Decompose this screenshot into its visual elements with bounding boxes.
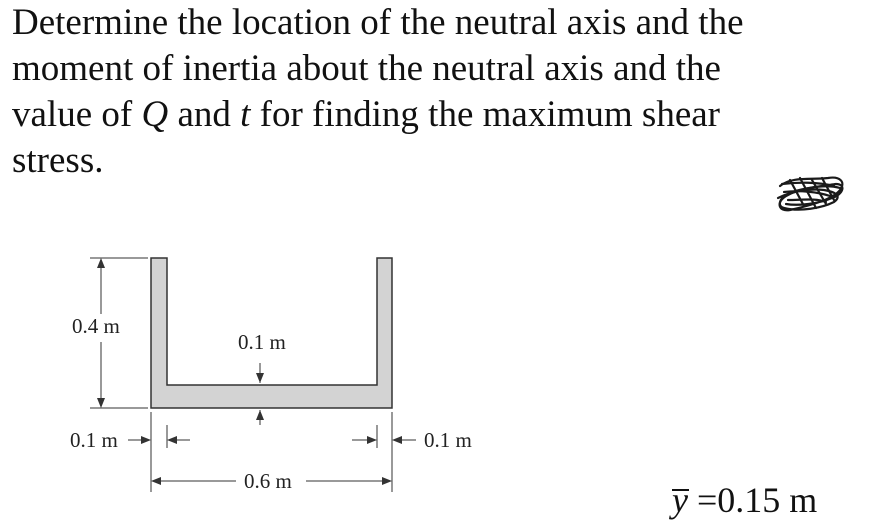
- right-flange-label: 0.1 m: [424, 428, 472, 452]
- problem-line-4: stress.: [12, 140, 104, 181]
- centroid-value: =0.15 m: [687, 480, 818, 520]
- q-symbol: Q: [141, 94, 169, 135]
- left-flange-label: 0.1 m: [70, 428, 118, 452]
- height-label: 0.4 m: [72, 314, 120, 338]
- right-flange-arrowheads: [367, 436, 402, 444]
- web-thickness-label: 0.1 m: [238, 330, 286, 354]
- left-flange-arrowheads: [141, 436, 177, 444]
- problem-line-3a: value of: [12, 94, 142, 135]
- centroid-answer: [672, 478, 817, 522]
- problem-line-3b: and: [168, 94, 241, 135]
- scribble-mark: [778, 178, 842, 211]
- y-bar-symbol: y: [672, 480, 688, 520]
- problem-line-1: Determine the location of the neutral axis and the: [12, 2, 744, 43]
- width-label: 0.6 m: [244, 469, 292, 493]
- problem-line-2: moment of inertia about the neutral axis and the: [12, 48, 721, 89]
- t-symbol: t: [240, 94, 251, 135]
- problem-line-3c: for finding the maximum shear: [250, 94, 720, 135]
